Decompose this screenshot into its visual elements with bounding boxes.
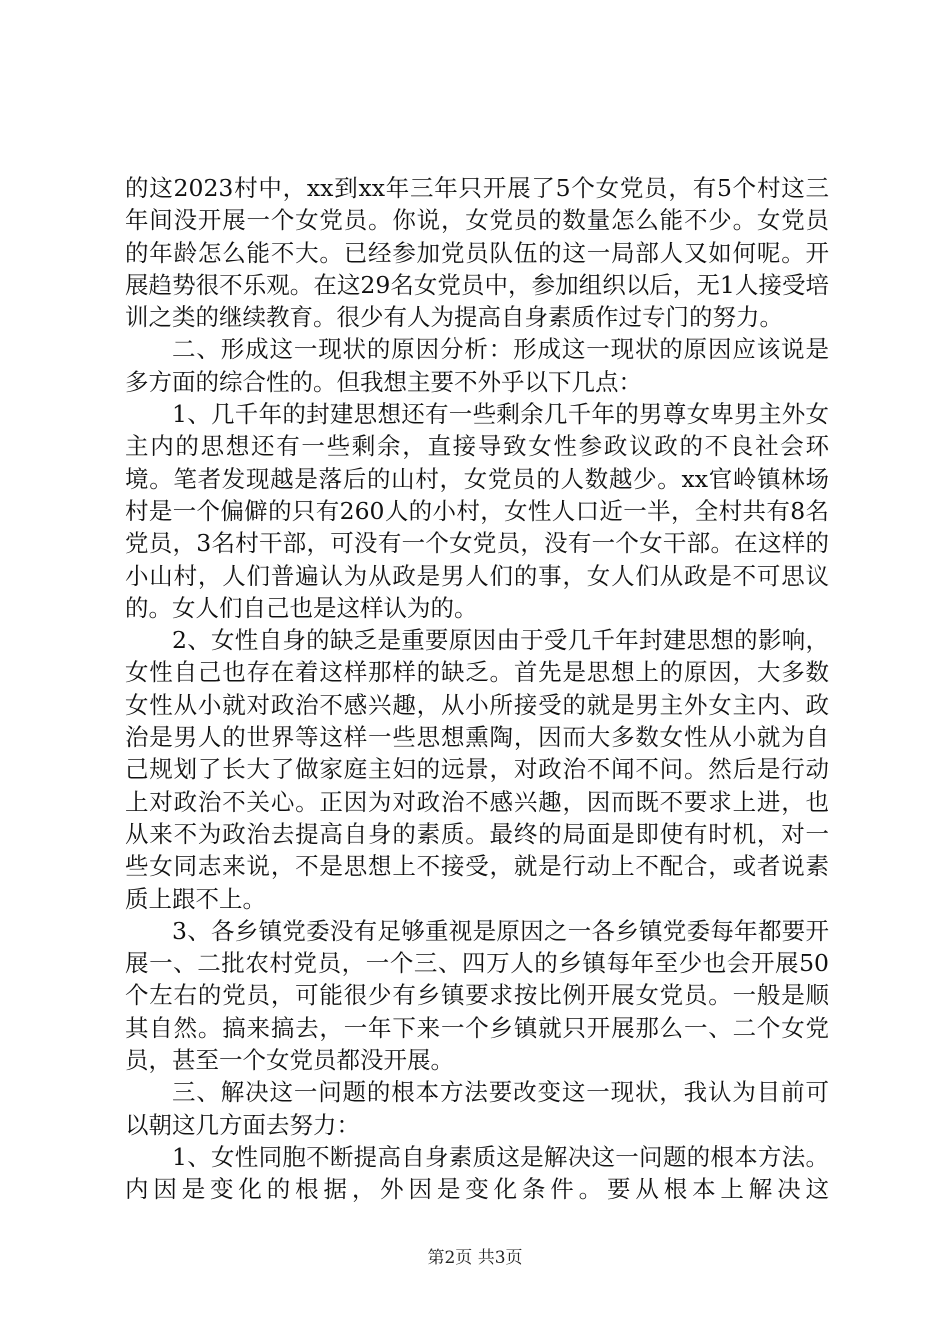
- paragraph-feudal-thought: 1、几千年的封建思想还有一些剩余几千年的男尊女卑男主外女主内的思想还有一些剩余，直接导致女性参政议政的不良社会环境。笔者发现越是落后的山村，女党员的人数越少。xx官岭镇林场村是一个偏僻的只有260人的小村，女性人口近一半，全村共有8名党员，3名村干部，可没有一个女党员，没有一个女干部。在这样的小山村，人们普遍认为从政是男人们的事，女人们从政是不可思议的。女人们自己也是这样认为的。: [125, 400, 829, 622]
- paragraph-women-deficiency: 2、女性自身的缺乏是重要原因由于受几千年封建思想的影响，女性自己也存在着这样那样的缺乏。首先是思想上的原因，大多数女性从小就对政治不感兴趣，从小所接受的就是男主外女主内、政治是男人的世界等这样一些思想熏陶，因而大多数女性从小就为自己规划了长大了做家庭主妇的远景，对政治不闻不问。然后是行动上对政治不关心。正因为对政治不感兴趣，因而既不要求上进，也从来不为政治去提高自身的素质。最终的局面是即使有时机，对一些女同志来说，不是思想上不接受，就是行动上不配合，或者说素质上跟不上。: [125, 626, 829, 913]
- paragraph-section-three-heading: 三、解决这一问题的根本方法要改变这一现状，我认为目前可以朝这几方面去努力：: [125, 1078, 829, 1139]
- document-body: [125, 172, 829, 1206]
- paragraph-continuation: 的这2023村中，xx到xx年三年只开展了5个女党员，有5个村这三年间没开展一个女党员。你说，女党员的数量怎么能不少。女党员的年龄怎么能不大。已经参加党员队伍的这一局部人又如何呢。开展趋势很不乐观。在这29名女党员中，参加组织以后，无1人接受培训之类的继续教育。很少有人为提高自身素质作过专门的努力。: [125, 174, 829, 332]
- page-footer: 第2页 共3页: [427, 1248, 523, 1268]
- paragraph-improve-quality: 1、女性同胞不断提高自身素质这是解决这一问题的根本方法。内因是变化的根据，外因是变化条件。要从根本上解决这: [125, 1142, 829, 1204]
- paragraph-section-two-heading: 二、形成这一现状的原因分析：形成这一现状的原因应该说是多方面的综合性的。但我想主要不外乎以下几点：: [125, 335, 829, 396]
- paragraph-township-attention: 3、各乡镇党委没有足够重视是原因之一各乡镇党委每年都要开展一、二批农村党员，一个三、四万人的乡镇每年至少也会开展50个左右的党员，可能很少有乡镇要求按比例开展女党员。一般是顺其自然。搞来搞去，一年下来一个乡镇就只开展那么一、二个女党员，甚至一个女党员都没开展。: [125, 916, 829, 1075]
